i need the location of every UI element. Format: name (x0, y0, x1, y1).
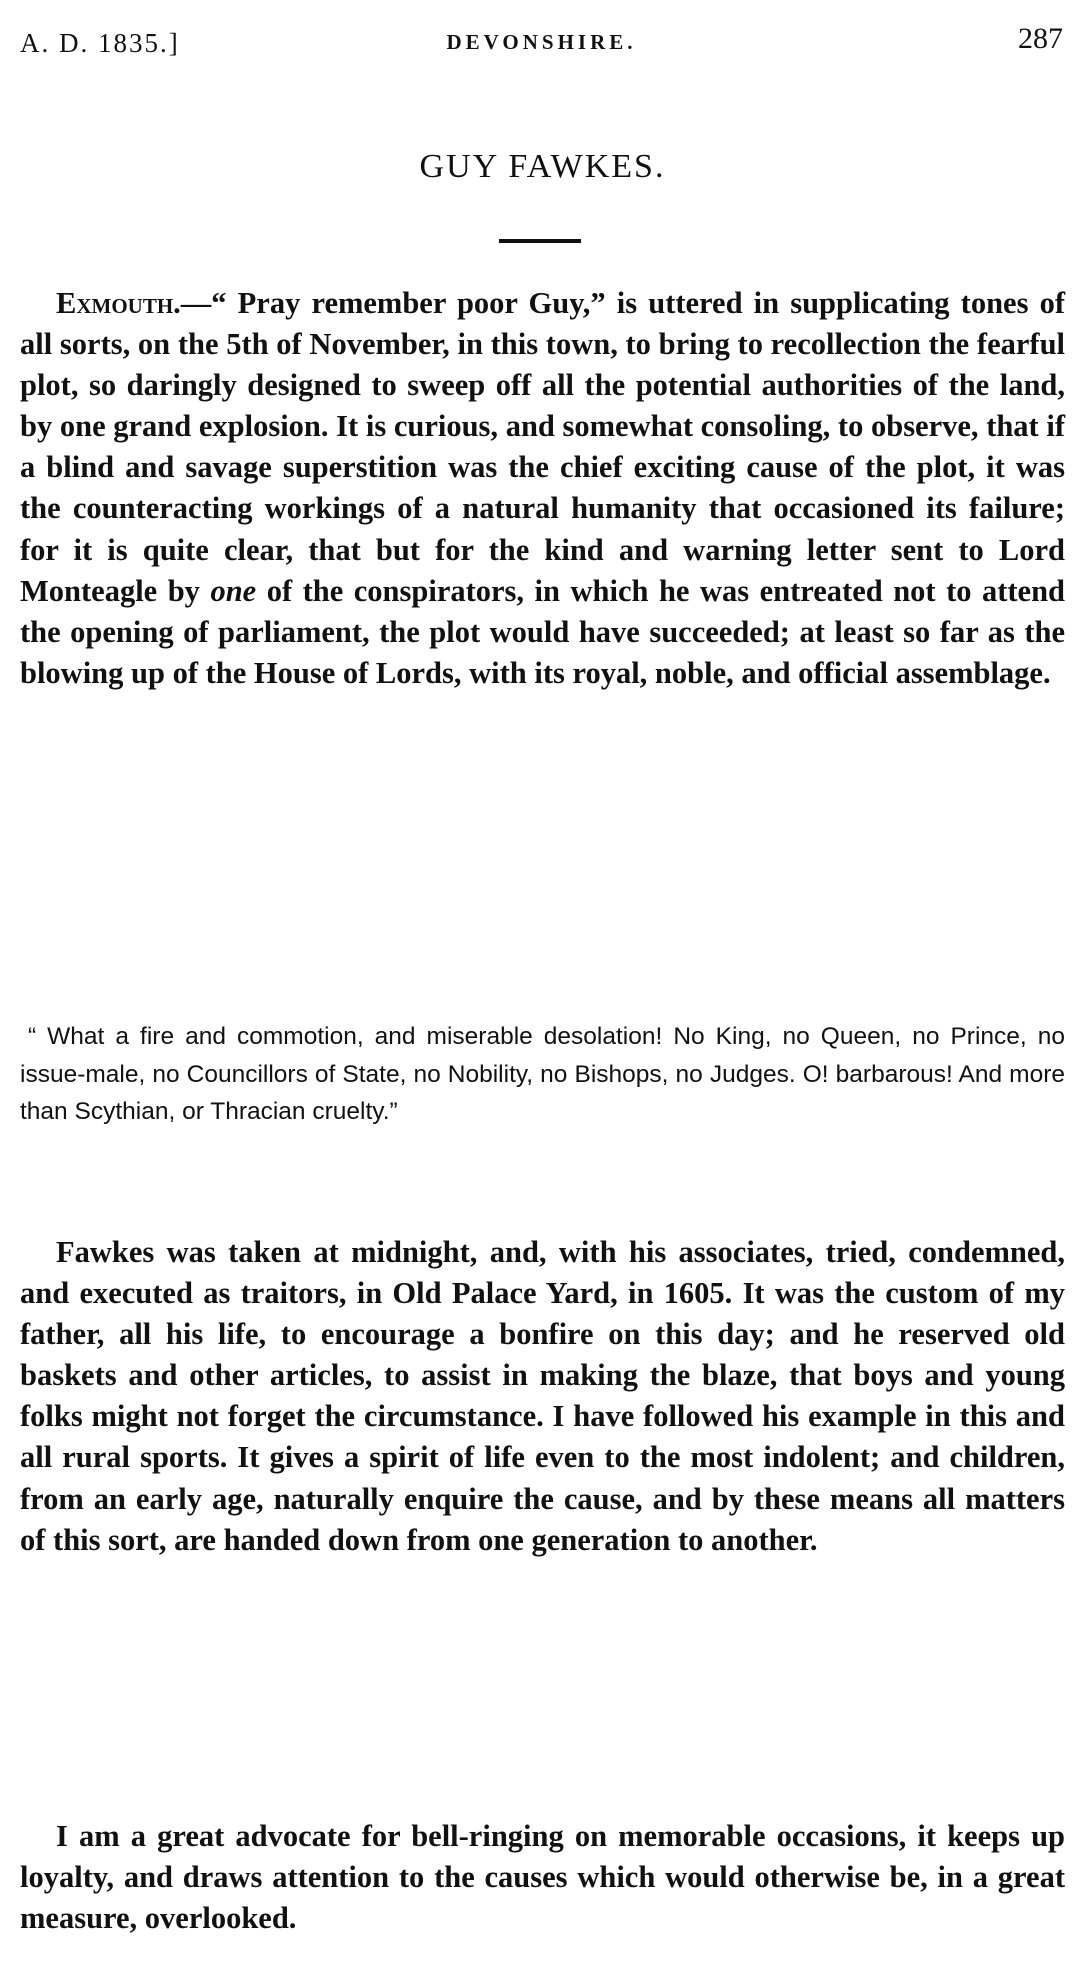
place-name: Exmouth. (56, 286, 181, 320)
paragraph-text: of the conspirators, in which he was entreated not to attend the opening of parliament, the plot would have succeeded; at least so far as the blowing up of the House of Lords, with its royal, noble, and official assemblage. (20, 573, 1066, 690)
page-title: GUY FAWKES. (419, 148, 666, 185)
paragraph-bell-ringing (20, 1816, 1065, 1939)
emphasis-word: one (210, 573, 257, 608)
running-head (20, 22, 1063, 62)
paragraph-exmouth (20, 283, 1065, 694)
title-rule (499, 239, 581, 243)
quote-text: “ What a fire and commotion, and miserable desolation! No King, no Queen, no Prince, no issue-male, no Councillors of State, no Nobility, no Bishops, no Judges. O! barbarous! And more than Scythian, or Thracian cruelty.” (20, 1023, 1065, 1125)
paragraph-text: —“ Pray remember poor Guy,” is uttered in supplicating tones of all sorts, on the 5th of November, in this town, to bring to recollection the fearful plot, so daringly designed to sweep off all the potential authorities of the land, by one grand explosion. It is curious, and somewhat consoling, to observe, that if a blind and savage superstition was the chief exciting cause of the plot, it was the counteracting workings of a natural humanity that occasioned its failure; for it is quite clear, that but for the kind and warning letter sent to Lord Monteagle by (20, 286, 1065, 608)
header-date: A. D. 1835.] (20, 28, 180, 58)
header-county: DEVONSHIRE. (446, 30, 637, 54)
paragraph-text: Fawkes was taken at midnight, and, with his associates, tried, condemned, and executed as traitors, in Old Palace Yard, in 1605. It was the custom of my father, all his life, to encourage a bonfire on this day; and he reserved old baskets and other articles, to assist in making the blaze, that boys and young folks might not forget the circumstance. I have followed his example in this and all rural sports. It gives a spirit of life even to the most indolent; and children, from an early age, naturally enquire the cause, and by these means all matters of this sort, are handed down from one generation to another. (20, 1235, 1065, 1557)
paragraph-text: I am a great advocate for bell-ringing on memorable occasions, it keeps up loyalty, and draws attention to the causes which would otherwise be, in a great measure, overlooked. (20, 1819, 1065, 1936)
page-number: 287 (1018, 22, 1063, 55)
block-quote (20, 1018, 1065, 1131)
paragraph-fawkes (20, 1232, 1065, 1561)
